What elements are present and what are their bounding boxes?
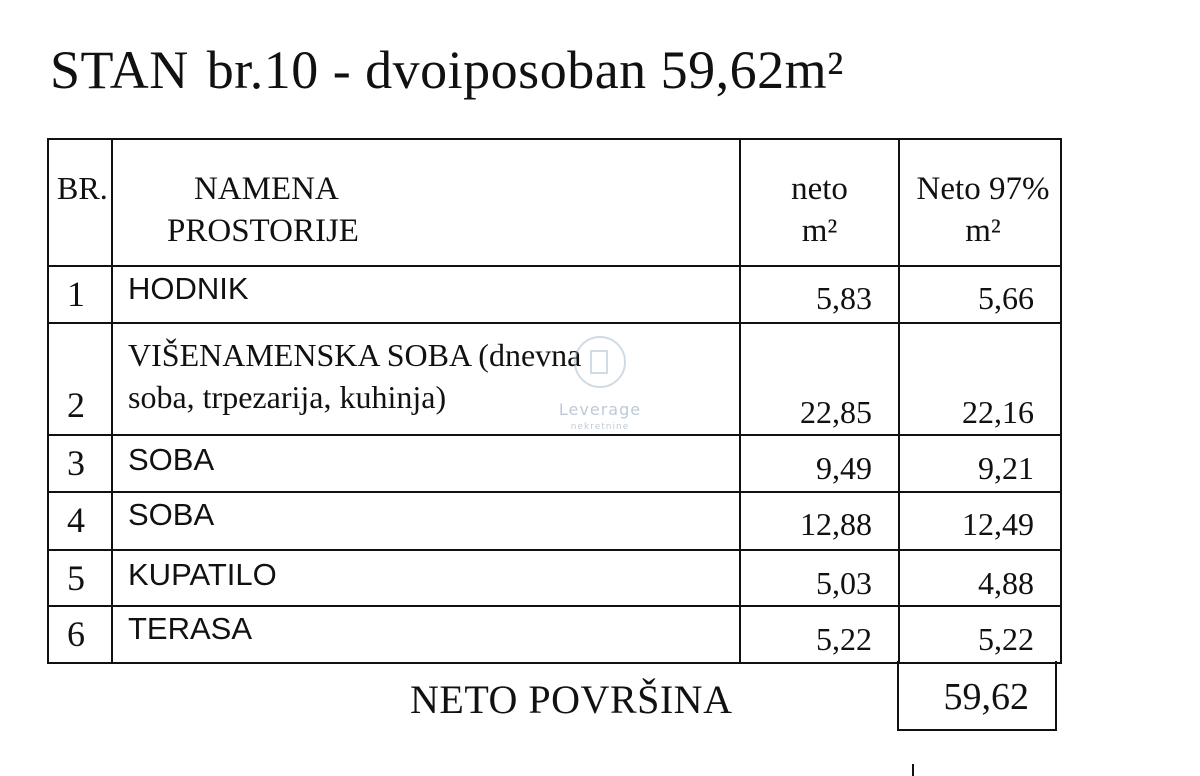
total-value-box xyxy=(897,661,1057,731)
row-name-cell xyxy=(112,266,740,323)
room-name: SOBA xyxy=(128,442,215,477)
row-number-cell xyxy=(48,550,112,606)
row-neto97-cell xyxy=(899,435,1061,492)
neto97-value: 5,66 xyxy=(978,280,1034,316)
header-namena xyxy=(167,168,359,252)
neto-value: 12,88 xyxy=(800,506,872,542)
header-namena-line1: NAMENA xyxy=(194,171,339,207)
neto-value: 5,83 xyxy=(816,280,872,316)
watermark-building-icon xyxy=(590,350,608,374)
row-neto97-cell xyxy=(899,323,1061,435)
table-row xyxy=(48,435,1061,492)
header-br: BR. xyxy=(57,170,108,206)
header-neto-cell xyxy=(740,139,899,266)
neto-value: 5,03 xyxy=(816,565,872,601)
table-header-row xyxy=(48,139,1061,266)
row-neto97-cell xyxy=(899,606,1061,663)
header-neto xyxy=(741,168,898,252)
row-number-cell xyxy=(48,266,112,323)
row-number-cell xyxy=(48,606,112,663)
title-details: br.10 - dvoiposoban 59,62m² xyxy=(206,40,844,100)
header-neto97-cell xyxy=(899,139,1061,266)
header-br-cell xyxy=(48,139,112,266)
page-title xyxy=(50,38,844,102)
row-number: 3 xyxy=(67,443,85,483)
watermark-sub: nekretnine xyxy=(570,422,630,432)
row-neto-cell xyxy=(740,492,899,550)
room-name-line1: VIŠENAMENSKA SOBA (dnevna xyxy=(128,337,582,373)
watermark-logo xyxy=(554,336,646,436)
row-name-cell xyxy=(112,606,740,663)
neto97-value: 12,49 xyxy=(962,506,1034,542)
neto97-value: 9,21 xyxy=(978,450,1034,486)
row-number: 4 xyxy=(67,500,85,540)
watermark-brand: Leverage xyxy=(558,400,642,419)
row-neto-cell xyxy=(740,550,899,606)
total-label: NETO POVRŠINA xyxy=(410,677,733,722)
table-row xyxy=(48,492,1061,550)
room-name: HODNIK xyxy=(128,271,249,306)
title-stan: STAN xyxy=(50,40,189,100)
row-number: 5 xyxy=(67,558,85,598)
row-neto97-cell xyxy=(899,266,1061,323)
row-number-cell xyxy=(48,492,112,550)
row-neto97-cell xyxy=(899,492,1061,550)
total-value: 59,62 xyxy=(943,676,1029,718)
room-name: TERASA xyxy=(128,611,253,646)
header-neto97-line1: Neto 97% xyxy=(916,171,1050,207)
table-row xyxy=(48,550,1061,606)
room-name-line2: soba, trpezarija, kuhinja) xyxy=(128,379,447,415)
neto-value: 9,49 xyxy=(816,450,872,486)
row-number-cell xyxy=(48,435,112,492)
neto97-value: 5,22 xyxy=(978,621,1034,657)
header-neto97 xyxy=(906,168,1060,252)
row-name-cell xyxy=(112,435,740,492)
row-neto97-cell xyxy=(899,550,1061,606)
row-number: 6 xyxy=(67,614,85,654)
room-name: SOBA xyxy=(128,497,215,532)
room-name xyxy=(128,334,581,418)
header-neto-line1: neto xyxy=(791,171,848,207)
table-row xyxy=(48,266,1061,323)
row-neto-cell xyxy=(740,606,899,663)
header-namena-line2: PROSTORIJE xyxy=(167,213,359,249)
row-number: 1 xyxy=(67,274,85,314)
neto-value: 22,85 xyxy=(800,394,872,430)
table-row xyxy=(48,606,1061,663)
row-neto-cell xyxy=(740,435,899,492)
header-namena-cell xyxy=(112,139,740,266)
row-number: 2 xyxy=(67,385,85,425)
row-neto-cell xyxy=(740,323,899,435)
room-name: KUPATILO xyxy=(128,557,277,592)
row-neto-cell xyxy=(740,266,899,323)
neto97-value: 22,16 xyxy=(962,394,1034,430)
row-name-cell xyxy=(112,550,740,606)
row-number-cell xyxy=(48,323,112,435)
row-name-cell xyxy=(112,492,740,550)
bottom-edge-mark xyxy=(912,764,914,776)
header-neto97-line2: m² xyxy=(965,213,1001,249)
header-neto-line2: m² xyxy=(801,213,838,249)
neto-value: 5,22 xyxy=(816,621,872,657)
neto97-value: 4,88 xyxy=(978,565,1034,601)
